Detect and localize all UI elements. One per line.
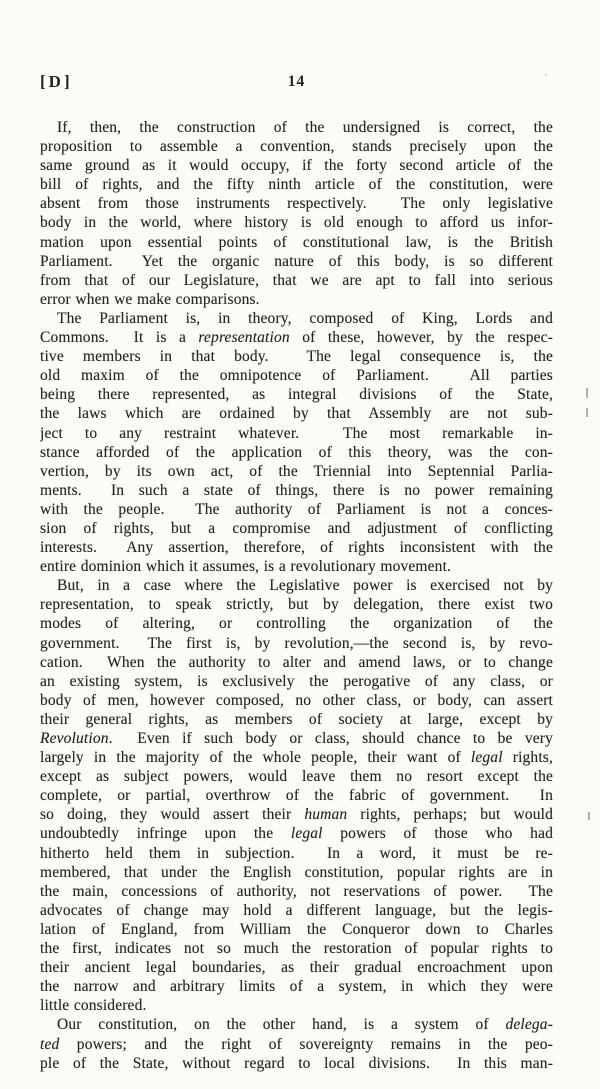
text-line: advocates of change may hold a different language, but the legis- xyxy=(40,901,553,919)
text-line: Parliament. Yet the organic nature of this body, is so different xyxy=(40,252,553,270)
page-header xyxy=(40,72,553,94)
text-line: tive members in that body. The legal consequence is, the xyxy=(40,348,553,366)
text-line: If, then, the construction of the undersigned is correct, the xyxy=(57,119,553,136)
text-line: old maxim of the omnipotence of Parliament. All parties xyxy=(40,367,553,385)
text-line: hitherto held them in subjection. In a word, it must be re- xyxy=(40,844,553,862)
text-line: cation. When the authority to alter and amend laws, or to change xyxy=(40,653,553,671)
text-line: government. The first is, by revolution,—the second is, by revo- xyxy=(40,634,553,652)
text-line: Commons. It is a representation of these, however, by the respec- xyxy=(40,329,553,347)
text-line: sion of rights, but a compromise and adjustment of conflicting xyxy=(40,519,553,537)
scan-artifact xyxy=(588,812,590,820)
text-line: undoubtedly infringe upon the legal powers of those who had xyxy=(40,825,553,843)
text-line: body in the world, where history is old enough to afford us infor- xyxy=(40,214,553,232)
text-line: the first, indicates not so much the restoration of popular rights to xyxy=(40,940,553,958)
text-line: the laws which are ordained by that Assembly are not sub- xyxy=(40,405,553,423)
text-line: being there represented, as integral divisions of the State, xyxy=(40,386,553,404)
text-line: so doing, they would assert their human rights, perhaps; but would xyxy=(40,806,553,824)
signature-mark: [D] xyxy=(40,72,73,91)
text-line: modes of altering, or controlling the organization of the xyxy=(40,615,553,633)
text-line: membered, that under the English constitution, popular rights are in xyxy=(40,863,553,881)
paragraph xyxy=(40,576,553,1015)
text-line: their ancient legal boundaries, as their gradual encroachment upon xyxy=(40,959,553,977)
text-line: largely in the majority of the whole people, their want of legal rights, xyxy=(40,749,553,767)
scan-artifact xyxy=(586,408,588,417)
text-line: ted powers; and the right of sovereignty remains in the peo- xyxy=(40,1035,553,1053)
scan-artifact xyxy=(545,74,547,76)
text-line: ments. In such a state of things, there is no power remaining xyxy=(40,481,553,499)
text-line: absent from those instruments respectively. The only legislative xyxy=(40,195,553,213)
paragraph xyxy=(40,118,553,309)
text-line: ple of the State, without regard to local divisions. In this man- xyxy=(40,1054,553,1072)
text-line: from that of our Legislature, that we are apt to fall into serious xyxy=(40,271,553,289)
text-line: proposition to assemble a convention, stands precisely upon the xyxy=(40,138,553,156)
text-block xyxy=(40,118,553,1073)
paragraph xyxy=(40,1015,553,1072)
paragraph xyxy=(40,309,553,576)
text-line: with the people. The authority of Parliament is not a conces- xyxy=(40,500,553,518)
text-line: lation of England, from William the Conqueror down to Charles xyxy=(40,920,553,938)
scan-artifact xyxy=(586,388,588,398)
text-line: little considered. xyxy=(40,997,147,1015)
text-line: same ground as it would occupy, if the forty second article of the xyxy=(40,157,553,175)
text-line: representation, to speak strictly, but by delegation, there exist two xyxy=(40,596,553,614)
text-line: Our constitution, on the other hand, is a system of delega- xyxy=(57,1016,553,1034)
text-line: interests. Any assertion, therefore, of rights inconsistent with the xyxy=(40,539,553,557)
text-line: complete, or partial, overthrow of the fabric of government. In xyxy=(40,787,553,805)
text-line: entire dominion which it assumes, is a revolutionary movement. xyxy=(40,558,452,576)
text-line: their general rights, as members of society at large, except by xyxy=(40,710,553,728)
text-line: vertion, by its own act, of the Triennial into Septennial Parlia- xyxy=(40,462,553,480)
text-line: the narrow and arbitrary limits of a system, in which they were xyxy=(40,978,553,996)
text-line: stance afforded of the application of this theory, was the con- xyxy=(40,443,553,461)
text-line: error when we make comparisons. xyxy=(40,290,260,308)
scan-artifact xyxy=(395,1047,397,1049)
text-line: Revolution. Even if such body or class, should chance to be very xyxy=(40,730,553,747)
text-line: bill of rights, and the fifty ninth article of the constitution, were xyxy=(40,176,553,194)
text-line: But, in a case where the Legislative power is exercised not by xyxy=(57,577,553,595)
text-line: ject to any restraint whatever. The most remarkable in- xyxy=(40,424,553,442)
text-line: mation upon essential points of constitutional law, is the British xyxy=(40,233,553,251)
text-line: an existing system, is exclusively the perogative of any class, or xyxy=(40,672,553,690)
text-line: body of men, however composed, no other class, or body, can assert xyxy=(40,691,553,709)
text-line: The Parliament is, in theory, composed of King, Lords and xyxy=(57,309,553,327)
text-line: except as subject powers, would leave them no resort except the xyxy=(40,768,553,786)
text-line: the main, concessions of authority, not reservations of power. The xyxy=(40,882,553,900)
page-number: 14 xyxy=(287,73,306,90)
